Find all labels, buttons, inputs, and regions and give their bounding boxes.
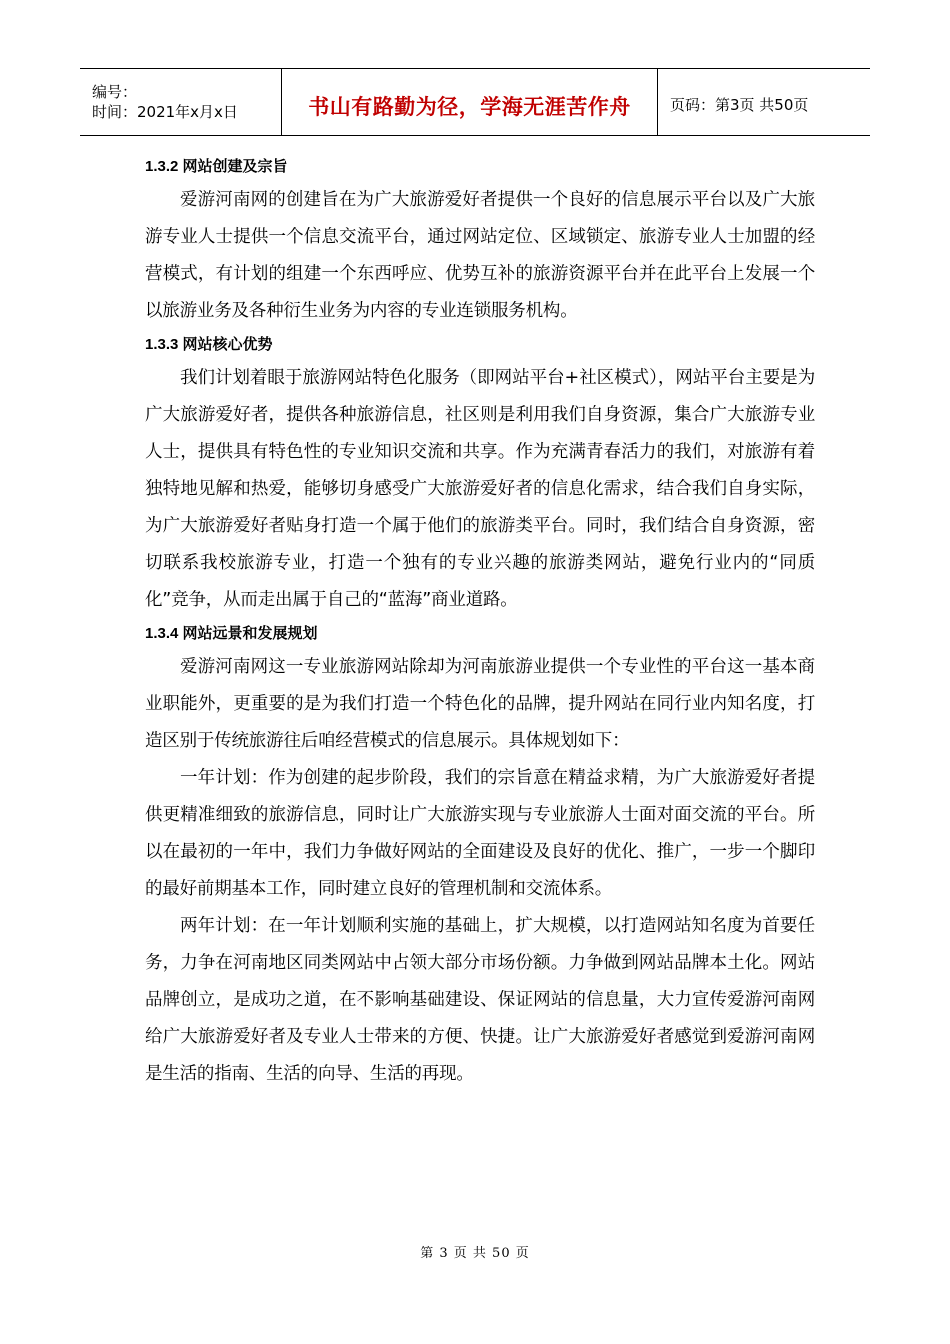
section-1-3-3 bbox=[145, 330, 815, 619]
header-page-info: 页码：第3页 共50页 bbox=[670, 95, 809, 114]
section-paragraph: 我们计划着眼于旅游网站特色化服务（即网站平台+社区模式），网站平台主要是为广大旅游爱好者，提供各种旅游信息，社区则是利用我们自身资源，集合广大旅游专业人士，提供具有特色性的专业知识交流和共享。作为充满青春活力的我们，对旅游有着独特地见解和热爱，能够切身感受广大旅游爱好者的信息化需求，结合我们自身实际，为广大旅游爱好者贴身打造一个属于他们的旅游类平台。同时，我们结合自身资源，密切联系我校旅游专业，打造一个独有的专业兴趣的旅游类网站，避免行业内的“同质化”竞争，从而走出属于自己的“蓝海”商业道路。 bbox=[145, 368, 815, 610]
section-heading: 1.3.2 网站创建及宗旨 bbox=[145, 158, 288, 175]
section-heading: 1.3.3 网站核心优势 bbox=[145, 336, 273, 353]
header-meta bbox=[80, 69, 282, 135]
section-paragraph: 两年计划：在一年计划顺利实施的基础上，扩大规模，以打造网站知名度为首要任务，力争在河南地区同类网站中占领大部分市场份额。力争做到网站品牌本土化。网站品牌创立，是成功之道，在不影响基础建设、保证网站的信息量，大力宣传爱游河南网给广大旅游爱好者及专业人士带来的方便、快捷。让广大旅游爱好者感觉到爱游河南网是生活的指南、生活的向导、生活的再现。 bbox=[145, 916, 815, 1084]
document-body bbox=[145, 152, 815, 1093]
header-motto: 书山有路勤为径，学海无涯苦作舟 bbox=[282, 69, 658, 135]
page-footer: 第 3 页 共 50 页 bbox=[420, 1246, 530, 1261]
time-label: 时间：2021年x月x日 bbox=[92, 103, 238, 121]
section-paragraph: 一年计划：作为创建的起步阶段，我们的宗旨意在精益求精，为广大旅游爱好者提供更精准细致的旅游信息，同时让广大旅游实现与专业旅游人士面对面交流的平台。所以在最初的一年中，我们力争做好网站的全面建设及良好的优化、推广，一步一个脚印的最好前期基本工作，同时建立良好的管理机制和交流体系。 bbox=[145, 768, 815, 899]
section-paragraph: 爱游河南网的创建旨在为广大旅游爱好者提供一个良好的信息展示平台以及广大旅游专业人士提供一个信息交流平台，通过网站定位、区域锁定、旅游专业人士加盟的经营模式，有计划的组建一个东西呼应、优势互补的旅游资源平台并在此平台上发展一个以旅游业务及各种衍生业务为内容的专业连锁服务机构。 bbox=[145, 190, 815, 321]
section-paragraph: 爱游河南网这一专业旅游网站除却为河南旅游业提供一个专业性的平台这一基本商业职能外，更重要的是为我们打造一个特色化的品牌，提升网站在同行业内知名度，打造区别于传统旅游往后咱经营模式的信息展示。具体规划如下： bbox=[145, 657, 815, 751]
section-1-3-2 bbox=[145, 152, 815, 330]
number-label: 编号： bbox=[92, 83, 138, 101]
section-1-3-4 bbox=[145, 619, 815, 1093]
page-header bbox=[80, 68, 870, 136]
section-heading: 1.3.4 网站远景和发展规划 bbox=[145, 625, 318, 642]
